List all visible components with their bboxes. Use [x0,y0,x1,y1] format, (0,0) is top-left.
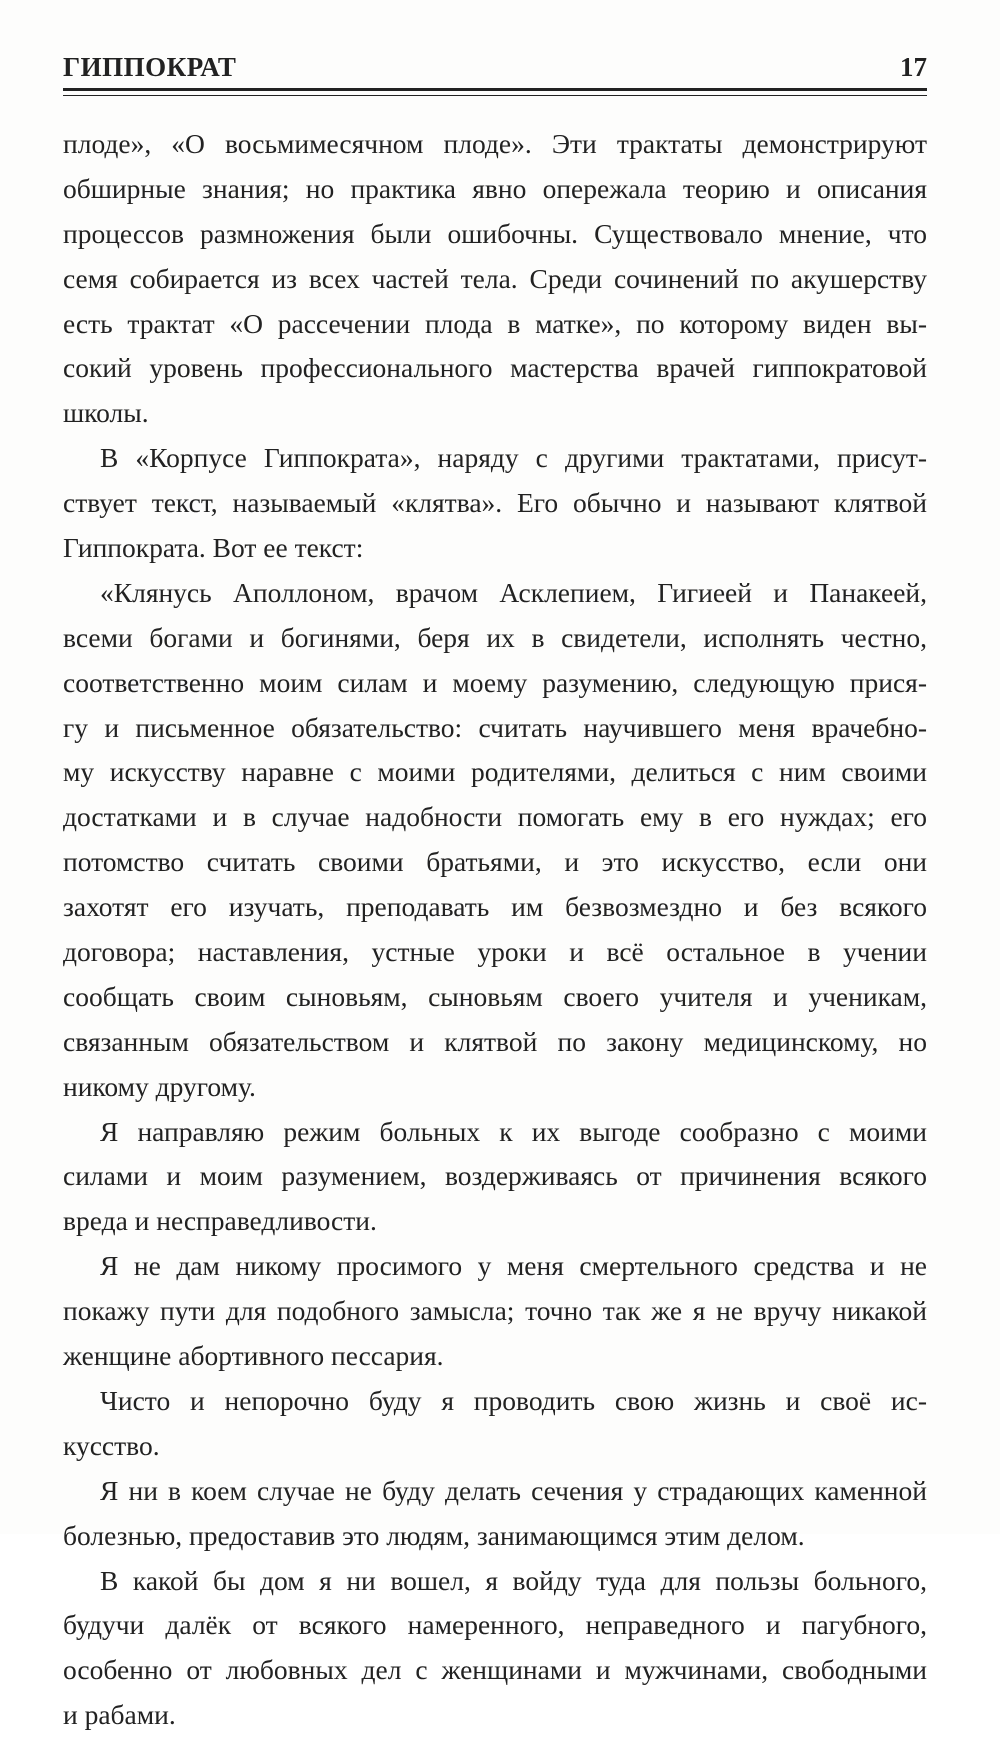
text-line: потомство считать своими братьями, и это искусство, если они [63,846,927,878]
text-line: процессов размножения были ошибочны. Существовало мнение, что [63,217,927,249]
text-line: обширные знания; но практика явно опережала теорию и описания [63,172,927,204]
text-line: покажу пути для подобного замысла; точно так же я не вручу никакой [63,1295,927,1327]
text-line: есть трактат «О рассечении плода в матке», по которому виден вы- [63,307,927,339]
text-line: плоде», «О восьмимесячном плоде». Эти трактаты демонстрируют [63,128,927,159]
text-line: соответственно моим силам и моему разумению, следующую прися- [63,666,927,698]
text-line: школы. [63,397,149,429]
text-line: болезнью, предоставив это людям, занимающимся этим делом. [63,1519,805,1551]
text-line: Я не дам никому просимого у меня смертельного средства и не [100,1250,927,1282]
text-line: В «Корпусе Гиппократа», наряду с другими трактатами, присут- [100,442,927,474]
running-header [63,50,927,90]
text-line: достатками и в случае надобности помогать ему в его нуждах; его [63,801,927,833]
text-line: особенно от любовных дел с женщинами и мужчинами, свободными [63,1654,927,1686]
page-number: 17 [900,52,927,82]
text-line: Я ни в коем случае не буду делать сечения у страдающих каменной [100,1474,927,1506]
text-line: гу и письменное обязательство: считать научившего меня врачебно- [63,711,927,743]
text-line: всеми богами и богинями, беря их в свидетели, исполнять честно, [63,621,927,653]
text-line: Гиппократа. Вот ее текст: [63,532,364,564]
text-line: кусство. [63,1429,160,1461]
text-line: «Клянусь Аполлоном, врачом Асклепием, Гигиеей и Панакеей, [100,576,927,608]
text-line: будучи далёк от всякого намеренного, неправедного и пагубного, [63,1609,927,1641]
header-rule-thick [63,88,927,91]
header-rule-thin [63,95,927,96]
text-line: ствует текст, называемый «клятва». Его обычно и называют клятвой [63,487,927,519]
text-line: Чисто и непорочно буду я проводить свою жизнь и своё ис- [100,1384,927,1416]
text-line: захотят его изучать, преподавать им безвозмездно и без всякого [63,891,927,923]
text-line: никому другому. [63,1070,256,1102]
text-line: связанным обязательством и клятвой по закону медицинскому, но [63,1025,927,1057]
text-line: силами и моим разумением, воздерживаясь от причинения всякого [63,1160,927,1192]
text-line: и рабами. [63,1699,176,1731]
text-line: вреда и несправедливости. [63,1205,377,1237]
text-line: В какой бы дом я ни вошел, я войду туда для пользы больного, [100,1564,927,1596]
text-line: семя собирается из всех частей тела. Среди сочинений по акушерству [63,262,927,294]
text-line: женщине абортивного пессария. [63,1340,444,1372]
text-line: сокий уровень профессионального мастерства врачей гиппократовой [63,352,927,384]
text-line: сообщать своим сыновьям, сыновьям своего учителя и ученикам, [63,980,927,1012]
text-line: Я направляю режим больных к их выгоде сообразно с моими [100,1115,927,1147]
text-line: договора; наставления, устные уроки и всё остальное в учении [63,936,927,968]
body-text [63,122,927,1738]
text-line: му искусству наравне с моими родителями, делиться с ним своими [63,756,927,788]
running-head-title: ГИППОКРАТ [63,52,237,82]
